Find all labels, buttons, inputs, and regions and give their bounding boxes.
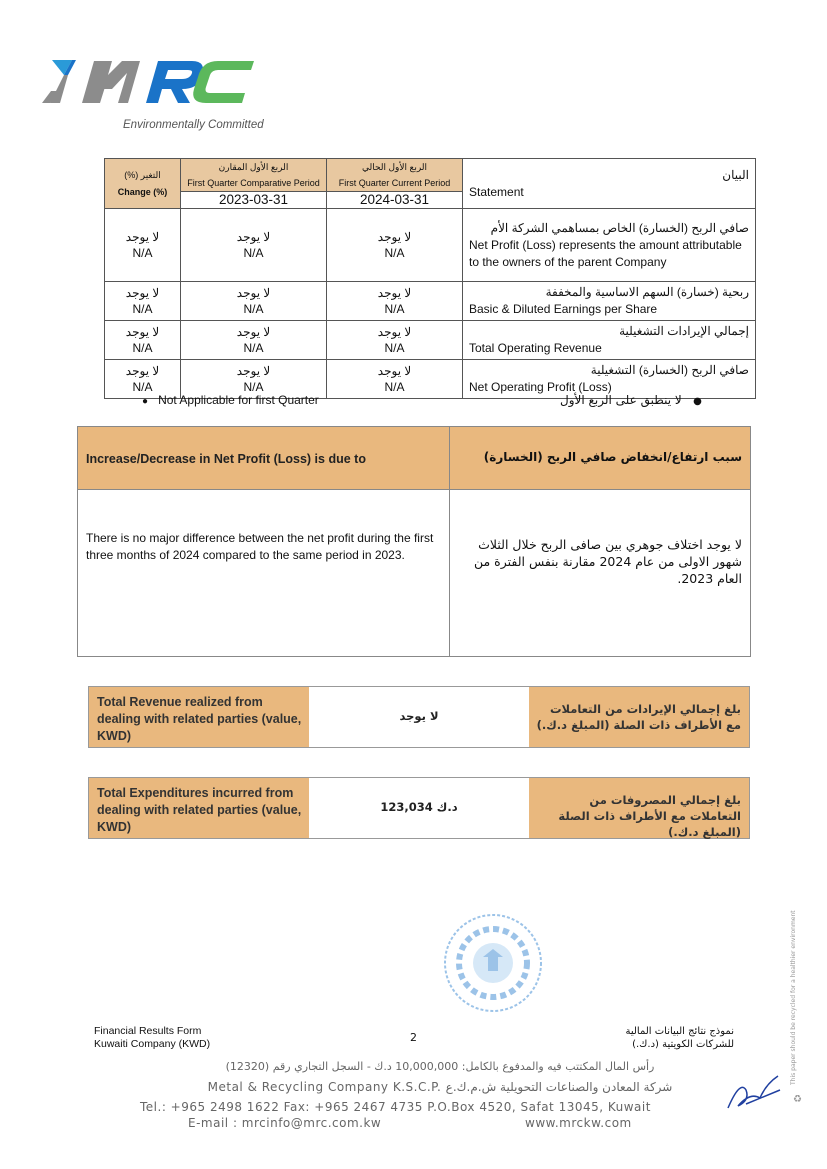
divider [78, 489, 750, 490]
statement-header-ar: البيان [722, 167, 749, 182]
row2-statement [463, 282, 756, 321]
signature [720, 1070, 785, 1115]
reason-header-ar: سبب ارتفاع/انخفاض صافي الربح (الخسارة) [483, 450, 742, 464]
row3-statement [463, 321, 756, 360]
row4-stmt-ar: صافي الربح (الخسارة) التشغيلية [590, 363, 749, 377]
row1-comp-en: N/A [243, 246, 264, 260]
footer-form-ar [560, 1025, 734, 1051]
note-arabic [560, 393, 750, 407]
table-row [105, 321, 756, 360]
row2-comparative [181, 282, 327, 321]
current-date: 2024-03-31 [327, 191, 462, 208]
footer-form-en-line2: Kuwaiti Company (KWD) [94, 1038, 211, 1050]
related-expenditure-value: 123,034 د.ك [380, 800, 458, 814]
row1-change-ar: لا يوجد [125, 230, 160, 244]
row3-cur-ar: لا يوجد [377, 325, 412, 339]
statement-header [463, 159, 756, 209]
row2-stmt-en: Basic & Diluted Earnings per Share [469, 302, 658, 316]
note-ar-text: لا ينطبق على الربع الأول [560, 393, 682, 407]
footer-website: www.mrckw.com [525, 1116, 632, 1130]
row3-change-en: N/A [132, 341, 153, 355]
related-expenditure-label-ar: بلغ إجمالي المصروفات من التعاملات مع الأطراف ذات الصلة (المبلغ د.ك.) [558, 793, 741, 839]
company-seal-stamp [428, 905, 558, 1015]
row1-change-en: N/A [132, 246, 153, 260]
footer-contact: Tel.: +965 2498 1622 Fax: +965 2467 4735 P.O.Box 4520, Safat 13045, Kuwait [140, 1100, 651, 1114]
change-header-ar: التغير (%) [124, 170, 161, 180]
comparative-period-header [181, 159, 327, 209]
related-revenue-label-ar: بلغ إجمالي الإيرادات من التعاملات مع الأطراف ذات الصلة (المبلغ د.ك.) [536, 702, 741, 732]
footer-form-ar-line2: للشركات الكويتية (د.ك.) [632, 1039, 734, 1050]
row2-change-en: N/A [132, 302, 153, 316]
reason-body-ar: لا يوجد اختلاف جوهري بين صافى الربح خلال الثلاث شهور الاولى من عام 2024 مقارنة بنفس الفترة من العام 2023. [473, 537, 742, 586]
row3-comp-ar: لا يوجد [236, 325, 271, 339]
row3-change-ar: لا يوجد [125, 325, 160, 339]
row1-current [327, 209, 463, 282]
row4-change-ar: لا يوجد [125, 364, 160, 378]
related-expenditure-label-en: Total Expenditures incurred from dealing with related parties (value, KWD) [97, 786, 302, 834]
row2-change-ar: لا يوجد [125, 286, 160, 300]
row4-current [327, 360, 463, 399]
change-header [105, 159, 181, 209]
row1-cur-ar: لا يوجد [377, 230, 412, 244]
row1-stmt-en: Net Profit (Loss) represents the amount attributable to the owners of the parent Company [469, 237, 742, 269]
row1-stmt-ar: صافي الربح (الخسارة) الخاص بمساهمي الشركة الأم [490, 220, 749, 235]
row1-statement [463, 209, 756, 282]
row3-current [327, 321, 463, 360]
row4-comp-ar: لا يوجد [236, 364, 271, 378]
row1-change [105, 209, 181, 282]
row2-current [327, 282, 463, 321]
related-revenue-box [88, 686, 750, 748]
row2-change [105, 282, 181, 321]
row4-cur-en: N/A [384, 380, 405, 394]
logo-tagline: Environmentally Committed [123, 119, 264, 131]
change-header-en: Change (%) [117, 187, 168, 197]
profit-reason-box [77, 426, 751, 657]
footer-email: E-mail : mrcinfo@mrc.com.kw [188, 1116, 382, 1130]
related-revenue-value: لا يوجد [399, 709, 439, 723]
row1-comp-ar: لا يوجد [236, 230, 271, 244]
footer-company-name: Metal & Recycling Company K.S.C.P. شركة المعادن والصناعات التحويلية ش.م.ك.ع [207, 1080, 673, 1094]
footer-form-en [94, 1025, 210, 1051]
recycle-note: This paper should be recycled for a healthier environment [790, 910, 797, 1085]
comparative-date: 2023-03-31 [181, 191, 326, 208]
financial-results-table [104, 158, 756, 399]
row3-comparative [181, 321, 327, 360]
row4-comp-en: N/A [243, 380, 264, 394]
comparative-header-ar: الربع الأول المقارن [218, 162, 289, 172]
row2-comp-en: N/A [243, 302, 264, 316]
row3-cur-en: N/A [384, 341, 405, 355]
row1-comparative [181, 209, 327, 282]
related-revenue-label-en: Total Revenue realized from dealing with related parties (value, KWD) [97, 695, 302, 743]
row2-cur-en: N/A [384, 302, 405, 316]
reason-body-en: There is no major difference between the net profit during the first three months of 2024 compared to the same period in 2023. [86, 531, 434, 562]
row2-comp-ar: لا يوجد [236, 286, 271, 300]
row1-cur-en: N/A [384, 246, 405, 260]
footer-form-en-line1: Financial Results Form [94, 1025, 202, 1037]
current-period-header [327, 159, 463, 209]
reason-header-en: Increase/Decrease in Net Profit (Loss) is due to [86, 452, 366, 466]
current-header-ar: الربع الأول الحالي [361, 162, 428, 172]
comparative-header-en: First Quarter Comparative Period [187, 178, 320, 188]
related-expenditure-box [88, 777, 750, 839]
row4-stmt-en: Net Operating Profit (Loss) [469, 380, 612, 394]
row2-cur-ar: لا يوجد [377, 286, 412, 300]
bullet-icon: ● [142, 396, 149, 407]
row4-cur-ar: لا يوجد [377, 364, 412, 378]
current-header-en: First Quarter Current Period [338, 178, 451, 188]
row3-stmt-ar: إجمالي الإيرادات التشغيلية [619, 324, 749, 338]
row4-change-en: N/A [132, 380, 153, 394]
table-row [105, 282, 756, 321]
table-row [105, 209, 756, 282]
statement-header-en: Statement [469, 184, 524, 199]
table-header-row [105, 159, 756, 209]
divider [449, 427, 450, 656]
row3-stmt-en: Total Operating Revenue [469, 341, 602, 355]
note-en-text: Not Applicable for first Quarter [158, 393, 319, 407]
bullet-icon: ● [693, 396, 702, 407]
recycle-icon: ♻ [793, 1094, 802, 1105]
row2-stmt-ar: ربحية (خسارة) السهم الاساسية والمخففة [545, 285, 749, 299]
footer-capital: رأس المال المكتتب فيه والمدفوع بالكامل: 10,000,000 د.ك - السجل التجاري رقم (12320) [225, 1060, 655, 1073]
note-english [142, 393, 319, 407]
footer-form-ar-line1: نموذج نتائج البيانات المالية [625, 1026, 734, 1037]
row3-change [105, 321, 181, 360]
page-number: 2 [410, 1031, 417, 1044]
row3-comp-en: N/A [243, 341, 264, 355]
